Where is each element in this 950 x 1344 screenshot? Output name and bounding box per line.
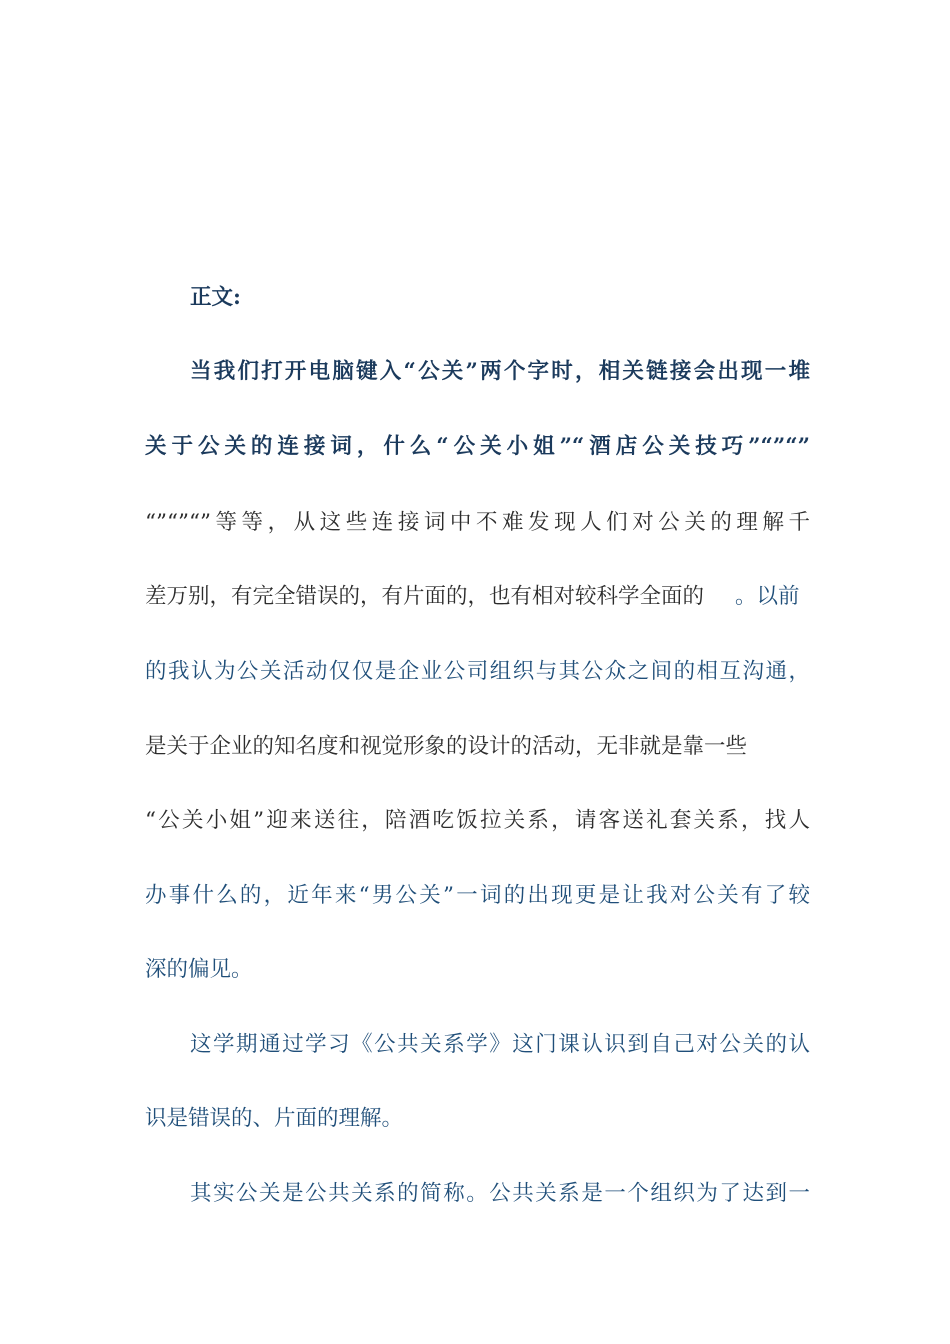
paragraph-line: 其实公关是公共关系的简称。公共关系是一个组织为了达到一 xyxy=(190,1181,810,1206)
paragraph-line: 关于公关的连接词，什么“公关小姐”“酒店公关技巧”“”“” xyxy=(145,434,810,459)
paragraph-line: 是关于企业的知名度和视觉形象的设计的活动，无非就是靠一些 xyxy=(145,734,748,759)
paragraph-line: 深的偏见。 xyxy=(145,957,253,982)
paragraph-line: “公关小姐”迎来送往，陪酒吃饭拉关系，请客送礼套关系，找人 xyxy=(145,808,810,833)
paragraph-line: “”“”“”等等，从这些连接词中不难发现人们对公关的理解千 xyxy=(145,510,810,535)
section-heading: 正文: xyxy=(190,285,241,310)
paragraph-line: 这学期通过学习《公共关系学》这门课认识到自己对公关的认 xyxy=(190,1032,810,1057)
paragraph-line: 的我认为公关活动仅仅是企业公司组织与其公众之间的相互沟通， xyxy=(145,659,810,684)
paragraph-line-tail: 。以前 xyxy=(735,584,800,609)
paragraph-line: 当我们打开电脑键入“公关”两个字时，相关链接会出现一堆 xyxy=(190,359,810,384)
paragraph-line: 办事什么的，近年来“男公关”一词的出现更是让我对公关有了较 xyxy=(145,883,810,908)
paragraph-line: 差万别，有完全错误的，有片面的，也有相对较科学全面的 xyxy=(145,584,705,609)
paragraph-line: 识是错误的、片面的理解。 xyxy=(145,1106,404,1131)
